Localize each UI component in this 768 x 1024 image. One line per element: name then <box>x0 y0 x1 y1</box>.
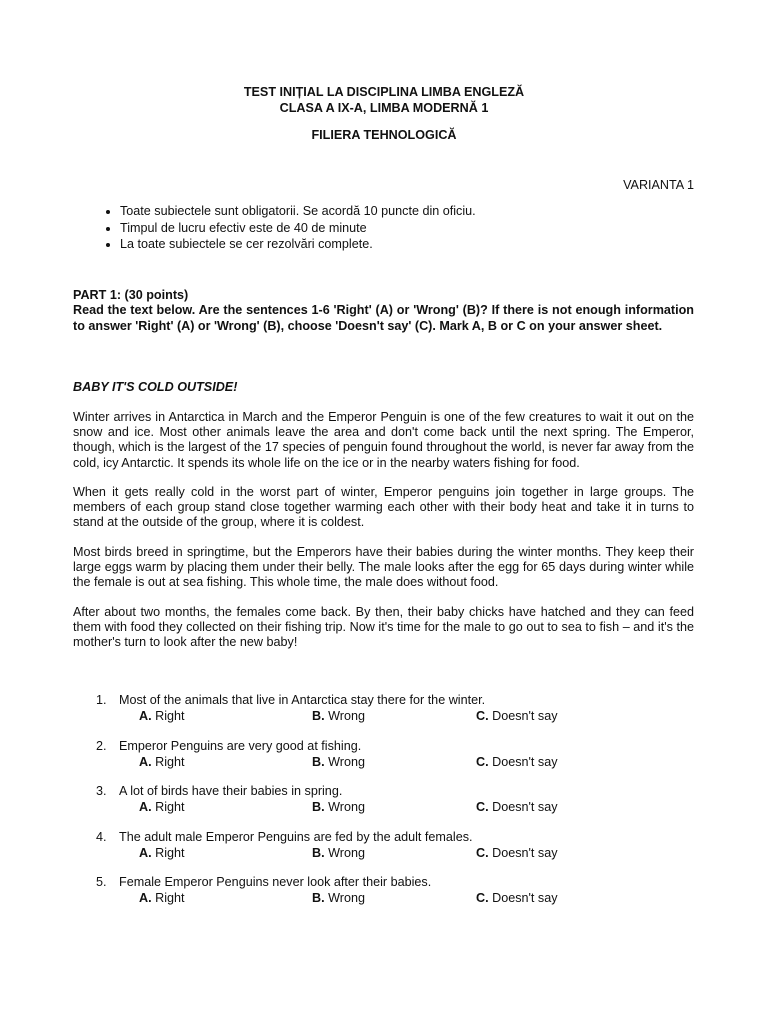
question-number: 3. <box>96 784 107 798</box>
question-text: A lot of birds have their babies in spring. <box>119 784 343 798</box>
rule-item: • Timpul de lucru efectiv este de 40 de minute <box>120 221 680 237</box>
question-item <box>96 693 696 739</box>
exam-class: CLASA A IX-A, LIMBA MODERNĂ 1 <box>279 101 489 115</box>
option-a: A. Right <box>139 709 185 723</box>
question-item <box>96 875 696 921</box>
question-text: Female Emperor Penguins never look after their babies. <box>119 875 432 889</box>
question-text: Emperor Penguins are very good at fishing. <box>119 738 362 753</box>
question-number: 5. <box>96 875 107 889</box>
option-c: C. Doesn't say <box>476 709 558 723</box>
question-number: 1. <box>96 693 107 707</box>
story-paragraph: After about two months, the females come back. By then, their baby chicks have hatched and they can feed them with food they collected on their fishing trip. Now it's time for the male to go out to sea to fish – and it's the mother's turn to look after the new baby! <box>73 605 694 650</box>
option-c: C. Doesn't say <box>476 754 558 769</box>
option-a: A. Right <box>139 800 185 814</box>
story-paragraph: Winter arrives in Antarctica in March and the Emperor Penguin is one of the few creatures to wait it out on the snow and ice. Most other animals leave the area and don't come back until the next spring. The Emperor, though, which is the largest of the 17 species of penguin found throughout the world, is never far away from the cold, icy Antarctic. It spends its whole life on the ice or in the nearby waters fishing for food. <box>73 410 694 470</box>
option-c: C. Doesn't say <box>476 800 558 814</box>
question-text: The adult male Emperor Penguins are fed by the adult females. <box>119 829 473 844</box>
question-number: 2. <box>96 738 107 753</box>
option-c: C. Doesn't say <box>476 845 558 860</box>
option-b: B. Wrong <box>312 845 365 860</box>
option-a: A. Right <box>139 754 185 769</box>
option-a: A. Right <box>139 845 185 860</box>
exam-track: FILIERA TEHNOLOGICĂ <box>311 128 457 142</box>
question-list <box>96 693 696 921</box>
question-item <box>96 784 696 830</box>
part1-title: PART 1: (30 points) <box>73 288 189 302</box>
question-text: Most of the animals that live in Antarctica stay there for the winter. <box>119 693 486 707</box>
question-number: 4. <box>96 829 107 844</box>
rule-item: • Toate subiectele sunt obligatorii. Se acordă 10 puncte din oficiu. <box>120 204 680 220</box>
rules-list <box>74 204 680 254</box>
option-b: B. Wrong <box>312 891 365 905</box>
question-item <box>96 830 696 876</box>
option-a: A. Right <box>139 891 185 905</box>
story-paragraph: When it gets really cold in the worst part of winter, Emperor penguins join together in large groups. The members of each group stand close together warming each other with their body heat and take it in turns to stand at the outside of the group, where it is coldest. <box>73 485 694 530</box>
option-b: B. Wrong <box>312 800 365 814</box>
question-item <box>96 739 696 785</box>
story-title: BABY IT'S COLD OUTSIDE! <box>73 380 238 394</box>
part1-instructions: Read the text below. Are the sentences 1-6 'Right' (A) or 'Wrong' (B)? If there is not enough information to answer 'Right' (A) or 'Wrong' (B), choose 'Doesn't say' (C). Mark A, B or C on your answer sheet. <box>73 303 694 333</box>
option-c: C. Doesn't say <box>476 891 558 905</box>
exam-title: TEST INIȚIAL LA DISCIPLINA LIMBA ENGLEZĂ <box>243 85 525 99</box>
story-paragraph: Most birds breed in springtime, but the Emperors have their babies during the winter months. They keep their large eggs warm by placing them under their belly. The male looks after the egg for 65 days during winter while the female is out at sea fishing. This whole time, the male does without food. <box>73 545 694 590</box>
option-b: B. Wrong <box>312 709 365 723</box>
variant-label: VARIANTA 1 <box>623 178 694 192</box>
option-b: B. Wrong <box>312 754 365 769</box>
rule-item: • La toate subiectele se cer rezolvări complete. <box>120 237 680 253</box>
